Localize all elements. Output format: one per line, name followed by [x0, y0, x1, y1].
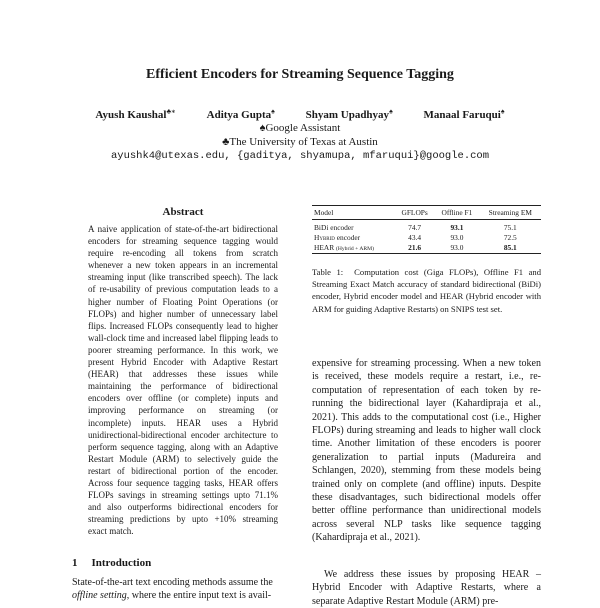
table-cell: 93.0: [450, 233, 464, 242]
table-row: [312, 233, 541, 243]
table-cell: 93.1: [450, 223, 464, 232]
author: Aditya Gupta♠: [206, 107, 275, 121]
author: Shyam Upadhyay♠: [305, 107, 393, 121]
body-paragraph: expensive for streaming processing. When a new token is received, these models require a restart, i.e., re-computation of representation of each token by re-running the bidirectional layer (Kahardipraja et al., 2021). This adds to the computational cost (i.e., Higher FLOPs) during streaming and leads to higher wall clock time. Another limitation of these encoders is poorer generalization to partial inputs (Madureira and Schlangen, 2020), stemming from these models being trained only on complete (and offline) inputs. Despite these disadvantages, such bidirectional models offer better offline performance than unidirectional models across several NLP tasks like sequence tagging (Kahardipraja et al., 2021).: [312, 358, 541, 544]
table-header: Model: [314, 208, 334, 217]
table-cell: Hybrid encoder: [314, 233, 361, 242]
author: Ayush Kaushal♣∗: [95, 107, 176, 121]
affiliation-utexas: ♣The University of Texas at Austin: [222, 136, 378, 148]
paper-title: Efficient Encoders for Streaming Sequence Tagging: [146, 67, 454, 82]
table-cell: 85.1: [503, 243, 517, 252]
table-header: Offline F1: [441, 208, 473, 217]
abstract-text: A naive application of state-of-the-art bidirectional encoders for streaming sequence tagging would require re-encoding all tokens from scratch whenever a new token appears in an incremental streaming input (like transcribed speech). The lack of re-usability of previous computation leads to a higher number of Floating Point Operations (or FLOPs) and higher number of unnecessary label flips. Increased FLOPs consequently lead to higher wall-clock time and increased label flipping leads to poorer streaming performance. In this work, we present Hybrid Encoder with Adaptive Restart (HEAR) that addresses these issues while maintaining the performance of bidirectional encoders over offline (or complete) inputs and improving performance on streaming (or incomplete) inputs. HEAR uses a Hybrid unidirectional-bidirectional encoder architecture to perform sequence tagging, along with an Adaptive Restart Module (ARM) to selectively guide the restart of bidirectional portion of the encoder. Across four sequence tagging tasks, HEAR offers FLOPs savings in streaming settings upto 71.1% and also outperforms bidirectional encoders for streaming predictions by upto +10% streaming exact match.: [88, 224, 278, 537]
table-row: [312, 220, 541, 233]
affiliation-google: ♠Google Assistant: [259, 122, 341, 134]
table-cell: BiDi encoder: [314, 223, 354, 232]
table-cell: 21.6: [408, 243, 422, 252]
table-header: GFLOPs: [401, 208, 428, 217]
table-cell: 72.5: [503, 233, 517, 242]
table-cell: 75.1: [503, 223, 517, 232]
section-heading-introduction: 1 Introduction: [72, 557, 152, 569]
abstract-heading: Abstract: [162, 206, 204, 218]
table-cell: HEAR (Hybrid + ARM): [314, 243, 374, 252]
table-row: [312, 243, 541, 254]
table-cell: 43.4: [408, 233, 422, 242]
body-paragraph: We address these issues by proposing HEAR – Hybrid Encoder with Adaptive Restarts, where a separate Adaptive Restart Module (ARM) pre-: [312, 569, 541, 607]
author-list: [0, 106, 600, 121]
table-caption: Table 1: Computation cost (Giga FLOPs), Offline F1 and Streaming Exact Match accuracy of standard bidirectional (BiDi) encoder, Hybrid encoder model and HEAR (Hybrid encoder with ARM for guiding Adaptive Restarts) on SNIPS test set.: [312, 267, 541, 314]
table-cell: 74.7: [408, 223, 422, 232]
author: Manaal Faruqui♠: [423, 107, 505, 121]
introduction-text: State-of-the-art text encoding methods assume the offline setting, where the entire input text is avail-: [72, 577, 273, 601]
table-header: Streaming EM: [488, 208, 532, 217]
table-cell: 93.0: [450, 243, 464, 252]
table-header-row: [312, 206, 541, 220]
author-emails: ayushk4@utexas.edu, {gaditya, shyamupa, mfaruqui}@google.com: [110, 150, 490, 162]
results-table: [312, 205, 541, 254]
